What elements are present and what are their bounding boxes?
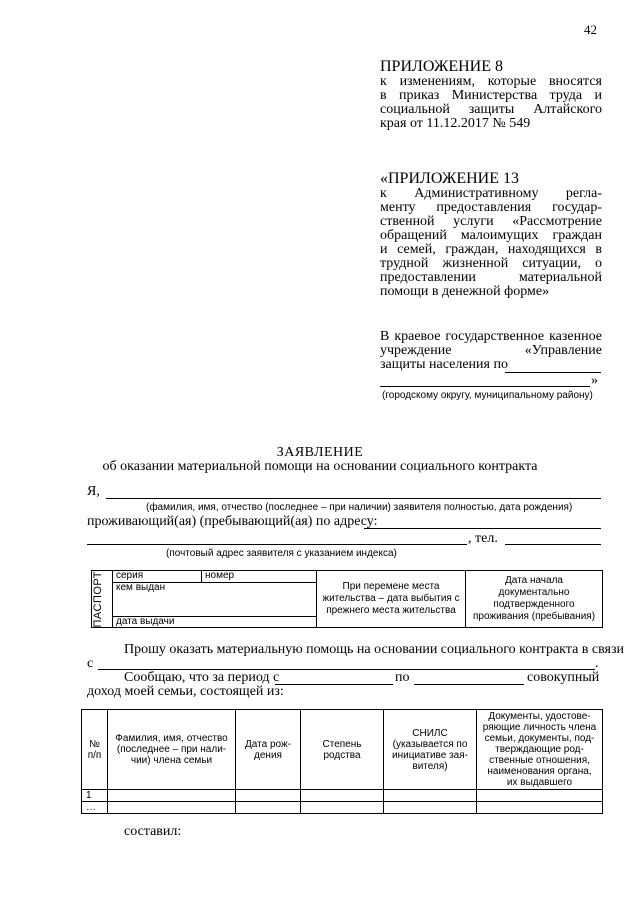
table-cell[interactable] [384, 790, 477, 802]
appendix-13-line: помощи в денежной форме» [380, 284, 550, 299]
appendix-8-line: в приказ Министерства труда и [380, 89, 602, 103]
appendix-13-line: менту предоставления государ- [380, 201, 602, 215]
applicant-name-field[interactable] [106, 498, 601, 499]
period-to-label: по [395, 670, 410, 685]
phone-label: , тел. [468, 531, 498, 546]
col-documents-header [477, 710, 603, 790]
addressee-blank-2[interactable] [380, 386, 590, 387]
appendix-13-line: ственной услуги «Рассмотрение [380, 215, 602, 229]
departure-cell[interactable] [317, 571, 466, 628]
appendix-8-block [380, 58, 602, 131]
addressee-line: защиты населения по [380, 357, 508, 372]
passport-label-cell [92, 571, 113, 628]
reason-period: . [595, 656, 599, 671]
number-cell[interactable] [202, 571, 317, 583]
issued-by-cell[interactable] [113, 582, 317, 616]
total-label: совокупный [527, 670, 600, 685]
start-date-cell[interactable] [466, 571, 603, 628]
table-cell[interactable] [108, 802, 236, 814]
address-field-2[interactable] [87, 544, 467, 545]
col-name-label: Фамилия, имя, отчество (последнее – при нали- чии) члена семьи [115, 733, 228, 766]
request-line: Прошу оказать материальную помощь на основании социального контракта в связи [124, 642, 625, 657]
address-field-1[interactable] [364, 528, 601, 529]
col-birth-header [236, 710, 301, 790]
document-title: ЗАЯВЛЕНИЕ [276, 445, 364, 460]
table-cell[interactable] [236, 790, 301, 802]
table-cell[interactable] [384, 802, 477, 814]
table-cell[interactable] [477, 790, 603, 802]
appendix-13-block [380, 170, 602, 299]
period-label: Сообщаю, что за период с [124, 670, 280, 685]
appendix-8-line: социальной защиты Алтайского [380, 103, 602, 117]
number-label: номер [205, 570, 235, 582]
col-birth-label: Дата рож- дения [245, 738, 291, 761]
table-row [82, 790, 603, 802]
appendix-13-line: предоставлении материальной [380, 271, 602, 285]
issue-date-label: дата выдачи [116, 616, 175, 627]
table-cell[interactable] [108, 790, 236, 802]
passport-table [91, 570, 603, 628]
address-label: проживающий(ая) (пребывающий(ая) по адресу: [87, 514, 378, 529]
income-line: доход моей семьи, состоящей из: [87, 684, 284, 699]
table-cell[interactable] [477, 802, 603, 814]
col-number-label: № п/п [87, 738, 102, 761]
appendix-13-line: и семей, граждан, находящихся в [380, 243, 602, 257]
series-cell[interactable] [113, 571, 202, 583]
address-note: (почтовый адрес заявителя с указанием индекса) [166, 548, 397, 559]
appendix-13-line: трудной жизненной ситуации, о [380, 257, 602, 271]
col-snils-header [384, 710, 477, 790]
col-number-header [82, 710, 108, 790]
appendix-13-title: «ПРИЛОЖЕНИЕ 13 [380, 170, 520, 187]
start-date-label: Дата начала документально подтвержденного проживания (пребывания) [472, 575, 596, 623]
passport-label: ПАСПОРТ [92, 571, 104, 628]
col-relation-header [301, 710, 384, 790]
appendix-13-line: к Административному регла- [380, 187, 602, 201]
addressee-block [380, 330, 602, 372]
addressee-blank-1[interactable] [505, 372, 601, 373]
request-with-label: с [87, 656, 94, 671]
appendix-8-line: края от 11.12.2017 № 549 [380, 116, 531, 131]
table-cell[interactable] [236, 802, 301, 814]
table-row [82, 802, 603, 814]
addressee-line: В краевое государственное казенное [380, 330, 602, 344]
issue-date-cell[interactable] [113, 616, 317, 628]
document-subtitle: об оказании материальной помощи на основании социального контракта [102, 459, 538, 474]
table-cell[interactable] [301, 802, 384, 814]
addressee-line: учреждение «Управление [380, 344, 602, 358]
phone-field[interactable] [505, 544, 601, 545]
addressee-closing-quote: » [591, 373, 598, 388]
departure-label: При перемене места жительства – дата выбытия с прежнего места жительства [322, 581, 460, 617]
col-name-header [108, 710, 236, 790]
period-from-field[interactable] [275, 684, 393, 685]
applicant-name-note: (фамилия, имя, отчество (последнее – при наличии) заявителя полностью, дата рождения) [146, 502, 573, 513]
issued-by-label: кем выдан [116, 581, 166, 593]
col-relation-label: Степень родства [322, 738, 362, 761]
page-number: 42 [584, 22, 597, 37]
series-label: серия [116, 570, 144, 582]
appendix-8-line: к изменениям, которые вносятся [380, 75, 602, 89]
table-cell: 1 [82, 790, 108, 802]
appendix-8-title: ПРИЛОЖЕНИЕ 8 [380, 58, 504, 75]
col-snils-label: СНИЛС (указывается по инициативе зая- вителя) [392, 727, 468, 772]
composed-label: составил: [124, 824, 182, 839]
period-to-field[interactable] [414, 684, 524, 685]
table-cell: … [82, 802, 108, 814]
family-table [81, 709, 603, 814]
addressee-note: (городскому округу, муниципальному району) [382, 390, 593, 401]
appendix-13-line: обращений малоимущих граждан [380, 229, 602, 243]
table-cell[interactable] [301, 790, 384, 802]
applicant-i-label: Я, [87, 484, 100, 499]
col-documents-label: Документы, удостове- ряющие личность члена семьи, документы, под- тверждающие род- ственные отношения, наименования органа, их выдавшего [482, 711, 597, 788]
